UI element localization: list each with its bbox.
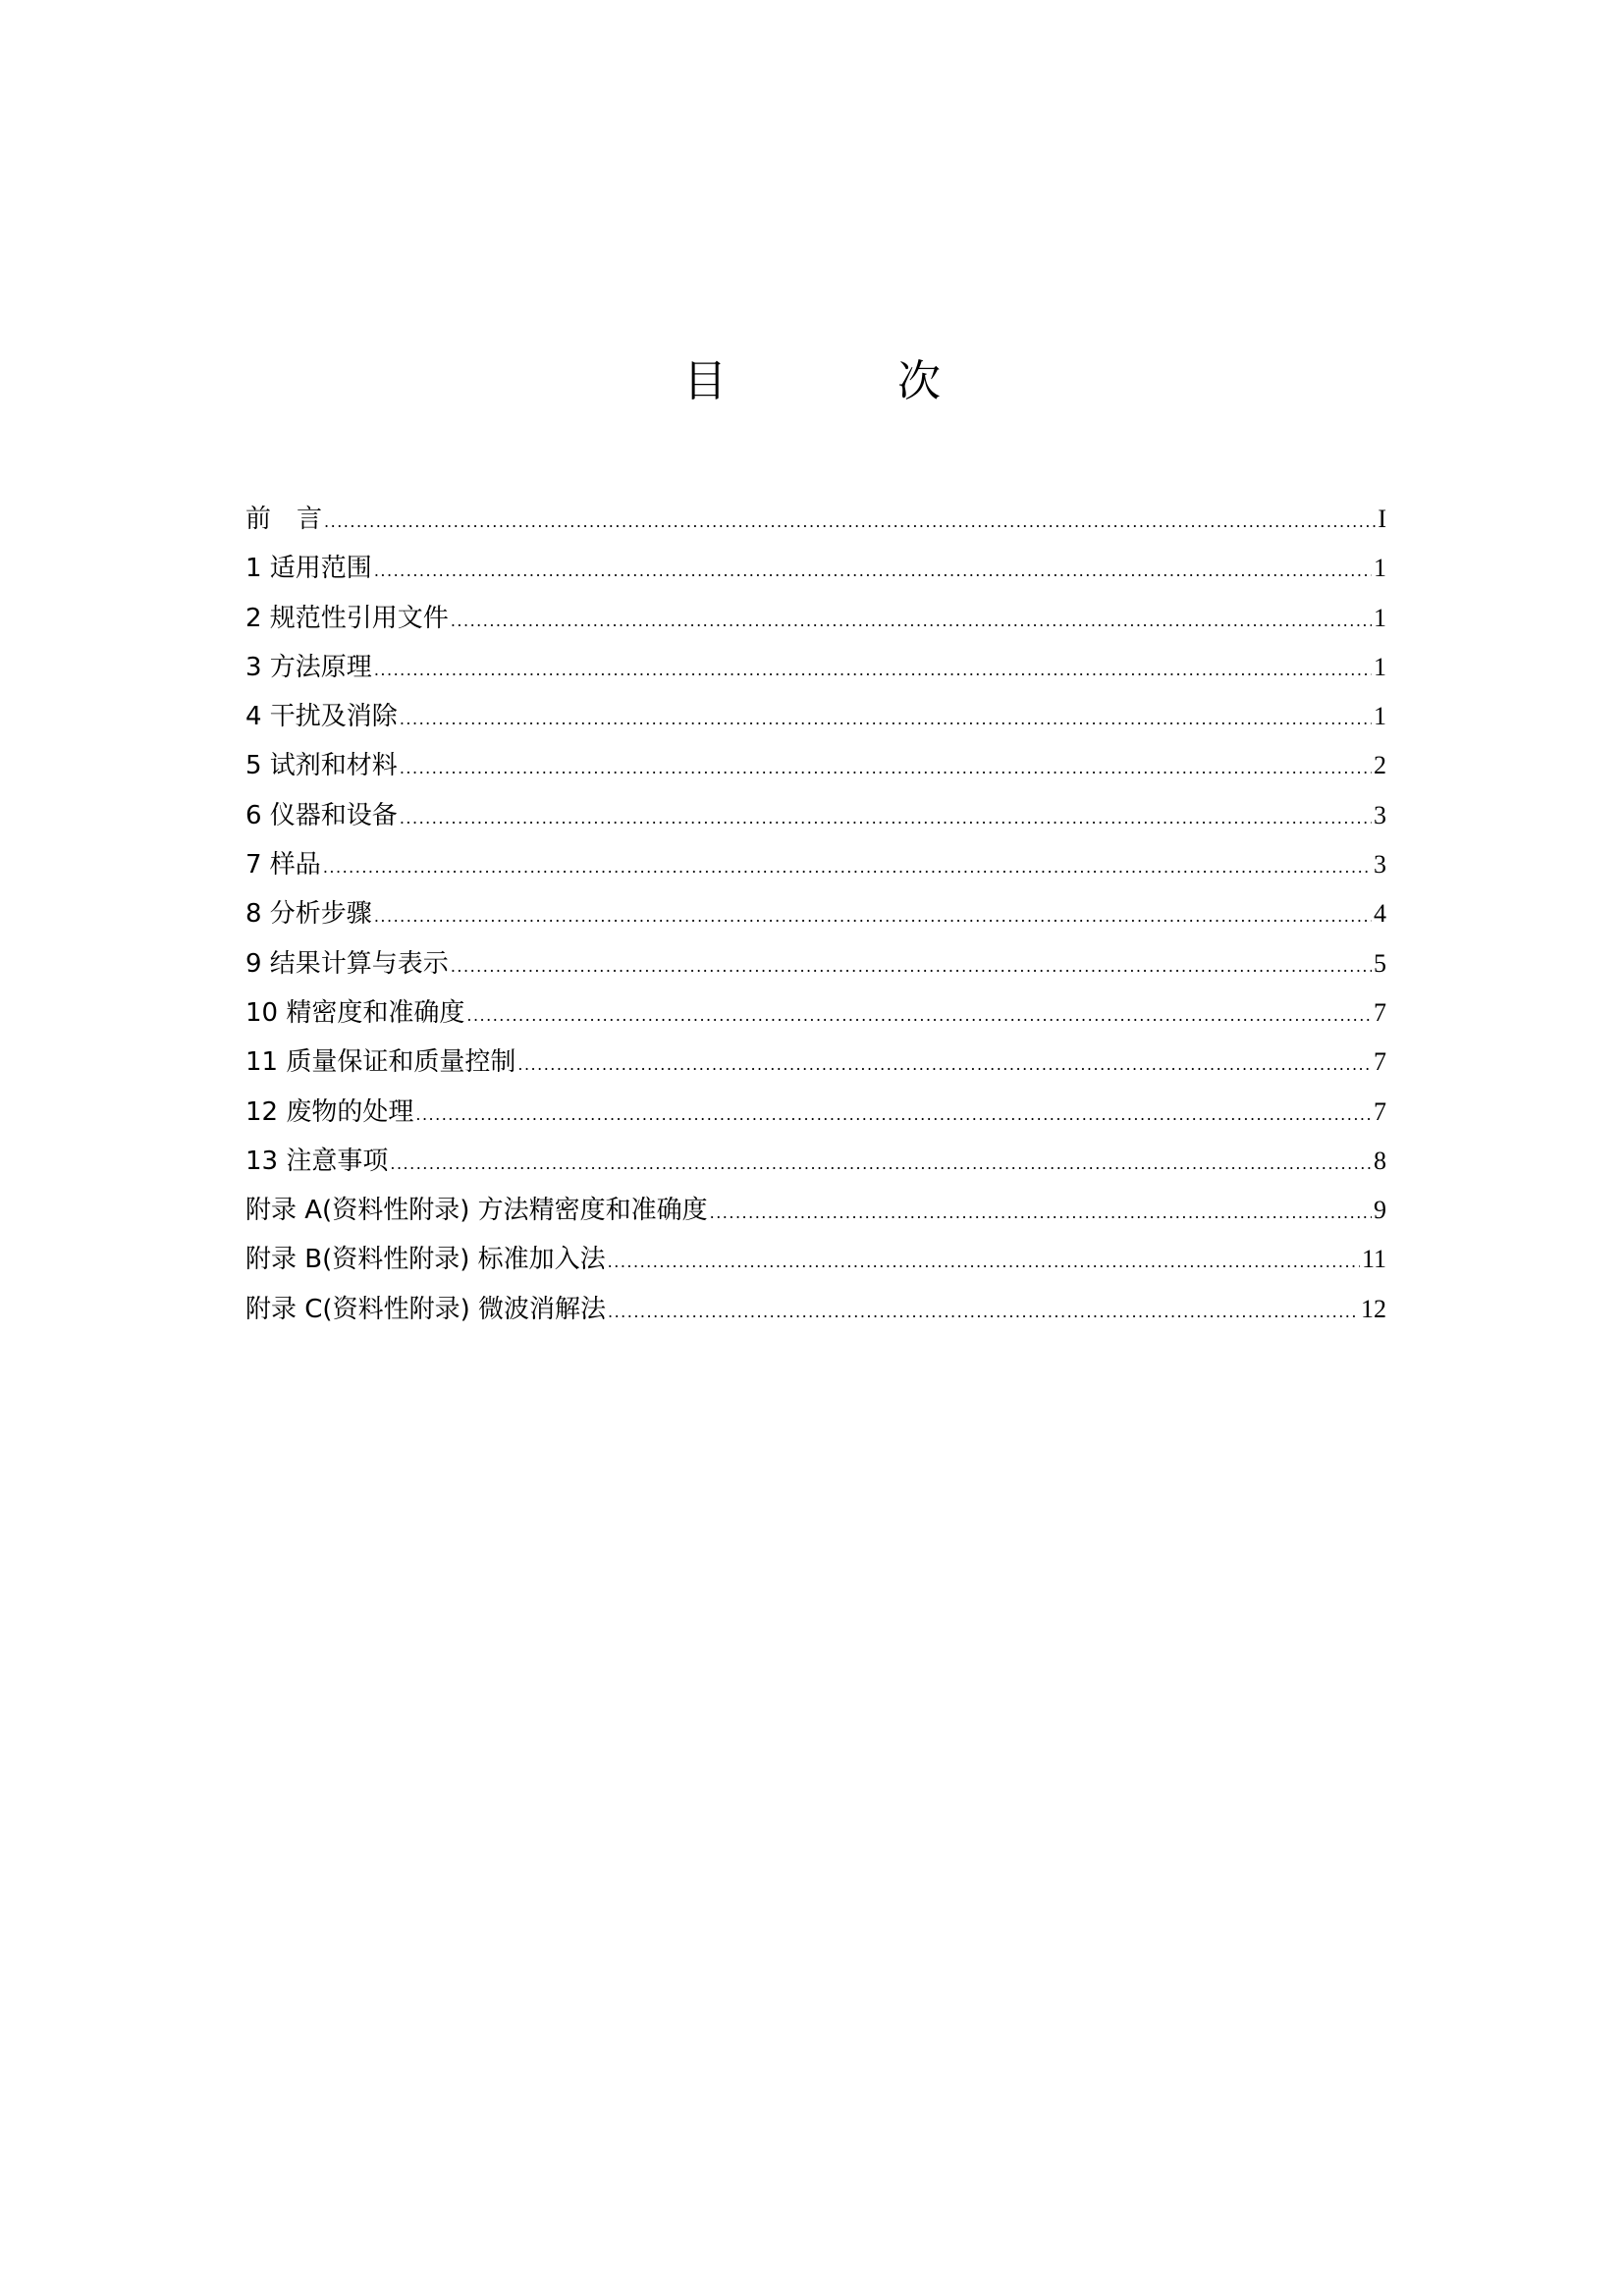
toc-entry-page: 12 — [1361, 1294, 1386, 1323]
toc-entry-label: 附录 A(资料性附录) 方法精密度和准确度 — [245, 1196, 708, 1226]
toc-entry-label: 2 规范性引用文件 — [245, 603, 449, 633]
toc-leader-dots — [451, 942, 1372, 991]
toc-entry-13[interactable] — [245, 1137, 1386, 1186]
toc-entry-page: 1 — [1374, 702, 1386, 731]
toc-leader-dots — [400, 744, 1372, 793]
toc-leader-dots — [710, 1189, 1372, 1238]
toc-entry-12[interactable] — [245, 1088, 1386, 1137]
toc-entry-label: 8 分析步骤 — [245, 899, 372, 930]
toc-entry-2[interactable] — [245, 594, 1386, 643]
toc-entry-page: 8 — [1374, 1146, 1386, 1175]
toc-entry-11[interactable] — [245, 1038, 1386, 1087]
toc-entry-8[interactable] — [245, 889, 1386, 938]
toc-entry-label: 3 方法原理 — [245, 652, 372, 682]
toc-leader-dots — [517, 1041, 1372, 1090]
toc-entry-page: I — [1378, 505, 1386, 533]
toc-entry-label: 7 样品 — [245, 850, 321, 881]
toc-entry-page: 1 — [1374, 554, 1386, 583]
toc-entry-label: 11 质量保证和质量控制 — [245, 1047, 516, 1078]
toc-leader-dots — [608, 1288, 1359, 1337]
toc-entry-page: 7 — [1374, 1096, 1386, 1126]
toc-entry-3[interactable] — [245, 643, 1386, 692]
toc-entry-page: 1 — [1374, 652, 1386, 681]
toc-entry-label: 9 结果计算与表示 — [245, 948, 449, 979]
toc-entry-preface[interactable] — [245, 495, 1386, 544]
toc-entry-page: 3 — [1374, 850, 1386, 880]
toc-leader-dots — [374, 892, 1372, 941]
toc-entry-label: 4 干扰及消除 — [245, 702, 398, 732]
toc-entry-1[interactable] — [245, 544, 1386, 593]
toc-leader-dots — [400, 794, 1372, 843]
toc-entry-page: 7 — [1374, 1047, 1386, 1077]
toc-leader-dots — [390, 1140, 1372, 1189]
toc-entry-5[interactable] — [245, 741, 1386, 790]
toc-entry-page: 7 — [1374, 997, 1386, 1027]
toc-entry-page: 1 — [1374, 603, 1386, 632]
toc-leader-dots — [415, 1091, 1372, 1140]
toc-entry-label: 5 试剂和材料 — [245, 751, 398, 781]
toc-entry-appendix-a[interactable] — [245, 1186, 1386, 1235]
page-title: 目 次 — [683, 356, 1019, 407]
toc-leader-dots — [323, 843, 1372, 892]
toc-entry-9[interactable] — [245, 939, 1386, 988]
toc-entry-label: 6 仪器和设备 — [245, 800, 398, 830]
toc-entry-label: 前 言 — [245, 505, 323, 534]
toc-entry-label: 附录 C(资料性附录) 微波消解法 — [245, 1294, 606, 1324]
toc-entry-6[interactable] — [245, 791, 1386, 840]
toc-leader-dots — [608, 1238, 1360, 1287]
toc-entry-page: 11 — [1361, 1245, 1386, 1274]
toc-entry-10[interactable] — [245, 988, 1386, 1038]
toc-leader-dots — [324, 498, 1376, 547]
toc-leader-dots — [374, 646, 1372, 695]
toc-entry-page: 9 — [1374, 1196, 1386, 1225]
toc-entry-page: 4 — [1374, 899, 1386, 929]
toc-entry-7[interactable] — [245, 840, 1386, 889]
toc-entry-page: 5 — [1374, 948, 1386, 978]
toc-entry-page: 2 — [1374, 751, 1386, 780]
toc-entry-label: 12 废物的处理 — [245, 1096, 414, 1127]
table-of-contents — [245, 495, 1386, 1334]
toc-entry-page: 3 — [1374, 800, 1386, 829]
toc-entry-label: 10 精密度和准确度 — [245, 997, 465, 1028]
toc-entry-4[interactable] — [245, 692, 1386, 741]
toc-entry-appendix-b[interactable] — [245, 1235, 1386, 1284]
toc-leader-dots — [466, 991, 1372, 1041]
toc-leader-dots — [400, 695, 1372, 744]
toc-entry-label: 附录 B(资料性附录) 标准加入法 — [245, 1245, 606, 1275]
toc-leader-dots — [374, 547, 1372, 596]
toc-entry-appendix-c[interactable] — [245, 1285, 1386, 1334]
toc-entry-label: 13 注意事项 — [245, 1146, 389, 1176]
toc-leader-dots — [451, 597, 1372, 646]
toc-entry-label: 1 适用范围 — [245, 554, 372, 584]
